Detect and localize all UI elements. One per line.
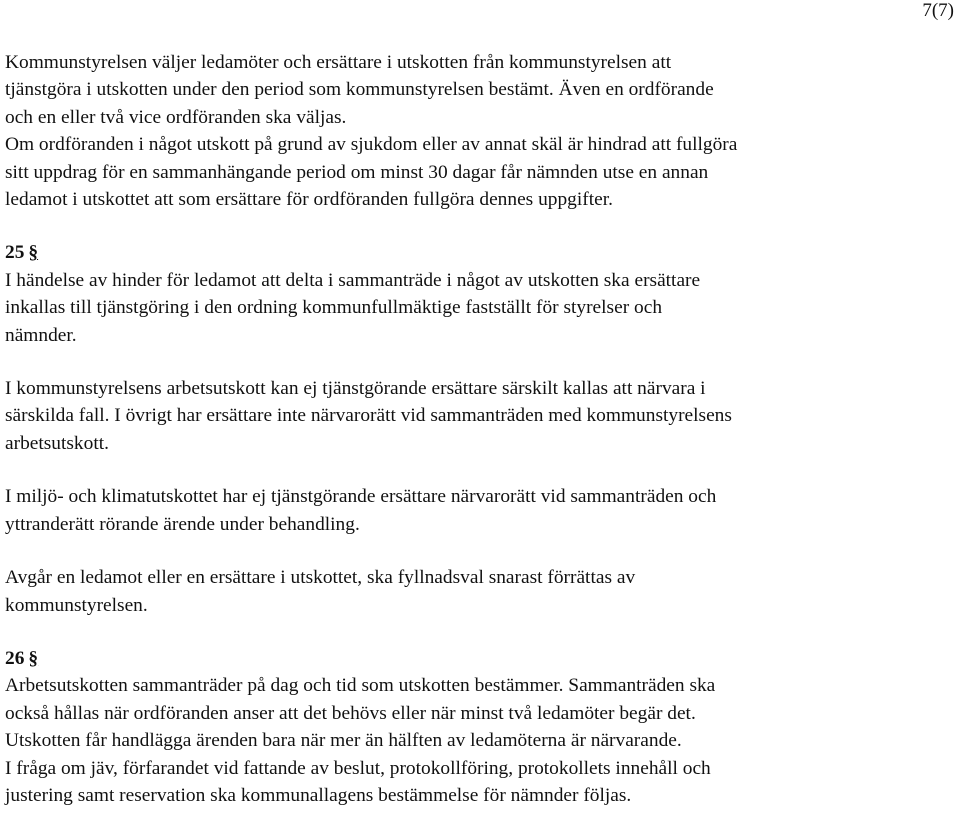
text-line: ledamot i utskottet att som ersättare för ordföranden fullgöra dennes uppgifter. <box>5 189 613 211</box>
paragraph-section25-arbetsutskott <box>5 375 950 457</box>
section-sign: § <box>28 242 39 264</box>
text-line: inkallas till tjänstgöring i den ordning kommunfullmäktige fastställt för styrelser och <box>5 297 663 319</box>
text-line: Arbetsutskotten sammanträder på dag och tid som utskotten bestämmer. Sammanträden ska <box>5 675 716 697</box>
text-line: nämnder. <box>5 324 77 346</box>
text-line: I kommunstyrelsens arbetsutskott kan ej tjänstgörande ersättare särskilt kallas att närvara i <box>5 378 706 400</box>
section-sign: § <box>28 647 39 669</box>
paragraph-section25-miljo <box>5 483 950 538</box>
section-heading-26 <box>5 645 950 672</box>
text-line: sitt uppdrag för en sammanhängande period om minst 30 dagar får nämnden utse en annan <box>5 161 709 183</box>
page-number: 7(7) <box>922 0 954 21</box>
paragraph-section26-sammantraden <box>5 672 950 809</box>
section-number: 26 <box>5 647 25 669</box>
document-body <box>5 49 950 809</box>
paragraph-spacer <box>5 457 950 483</box>
text-line: och en eller två vice ordföranden ska väljas. <box>5 106 347 128</box>
paragraph-utskott-election <box>5 49 950 213</box>
paragraph-spacer <box>5 349 950 375</box>
text-line: I fråga om jäv, förfarandet vid fattande av beslut, protokollföring, protokollets innehåll och <box>5 757 711 779</box>
text-line: Utskotten får handlägga ärenden bara när mer än hälften av ledamöterna är närvarande. <box>5 730 682 752</box>
text-line: Om ordföranden i något utskott på grund av sjukdom eller av annat skäl är hindrad att fullgöra <box>5 134 738 156</box>
text-line: justering samt reservation ska kommunallagens bestämmelse för nämnder följas. <box>5 784 632 806</box>
text-line: arbetsutskott. <box>5 432 109 454</box>
text-line: tjänstgöra i utskotten under den period som kommunstyrelsen bestämt. Även en ordförande <box>5 79 714 101</box>
paragraph-section25-fyllnadsval <box>5 564 950 619</box>
paragraph-spacer <box>5 619 950 645</box>
text-line: Avgår en ledamot eller en ersättare i utskottet, ska fyllnadsval snarast förrättas av <box>5 567 636 589</box>
text-line: Kommunstyrelsen väljer ledamöter och ersättare i utskotten från kommunstyrelsen att <box>5 52 672 73</box>
text-line: kommunstyrelsen. <box>5 594 148 616</box>
text-line: I miljö- och klimatutskottet har ej tjänstgörande ersättare närvarorätt vid sammanträden och <box>5 486 717 508</box>
paragraph-spacer <box>5 538 950 564</box>
text-line: särskilda fall. I övrigt har ersättare inte närvarorätt vid sammanträden med kommunstyrelsens <box>5 405 732 427</box>
paragraph-spacer <box>5 213 950 239</box>
section-number: 25 <box>5 242 25 264</box>
paragraph-section25-hinder <box>5 267 950 349</box>
text-line: yttranderätt rörande ärende under behandling. <box>5 513 360 535</box>
section-heading-25 <box>5 239 950 266</box>
text-line: också hållas när ordföranden anser att det behövs eller när minst två ledamöter begär det. <box>5 702 696 724</box>
text-line: I händelse av hinder för ledamot att delta i sammanträde i något av utskotten ska ersättare <box>5 269 701 291</box>
